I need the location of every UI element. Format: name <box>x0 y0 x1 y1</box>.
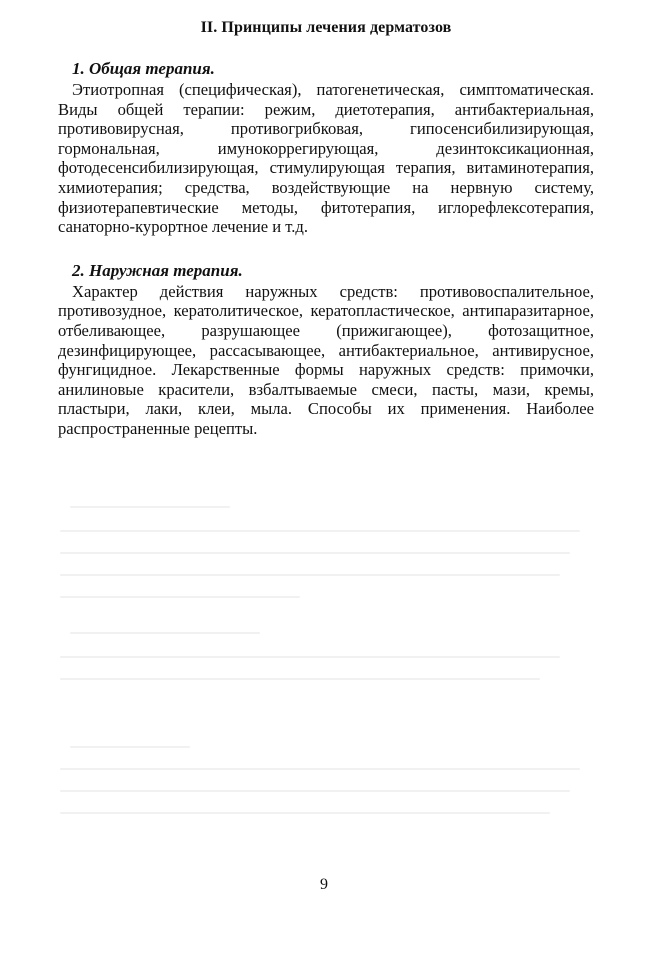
section-general-therapy <box>58 59 594 237</box>
section-paragraph: Характер действия наружных средств: противовоспалительное, противозудное, кератолитическое, кератопластическое, антипаразитарное, отбеливающее, разрушающее (прижигающее), фотозащитное, дезинфицирующее, рассасывающее, антибактериальное, антивирусное, фунгицидное. Лекарственные формы наружных средств: примочки, анилиновые красители, взбалтываемые смеси, пасты, мази, кремы, пластыри, лаки, клеи, мыла. Способы их применения. Наиболее распространенные рецепты. <box>58 281 594 438</box>
section-paragraph: Этиотропная (специфическая), патогенетическая, симптоматическая. Виды общей терапии: режим, диетотерапия, антибактериальная, противовирусная, противогрибковая, гипосенсибилизирующая, гормональная, имунокоррегирующая, дезинтоксикационная, фотодесенсибилизирующая, стимулирующая терапия, витаминотерапия, химиотерапия; средства, воздействующие на нервную систему, физиотерапевтические методы, фитотерапия, иглорефлексотерапия, санаторно-курортное лечение и т.д. <box>58 80 594 237</box>
section-heading: 1. Общая терапия. <box>72 59 215 78</box>
bleed-through-texture <box>60 500 600 840</box>
page-number: 9 <box>320 876 328 893</box>
document-content <box>58 19 594 463</box>
section-external-therapy <box>58 261 594 439</box>
page-title: II. Принципы лечения дерматозов <box>200 19 452 36</box>
section-heading: 2. Наружная терапия. <box>72 260 243 280</box>
